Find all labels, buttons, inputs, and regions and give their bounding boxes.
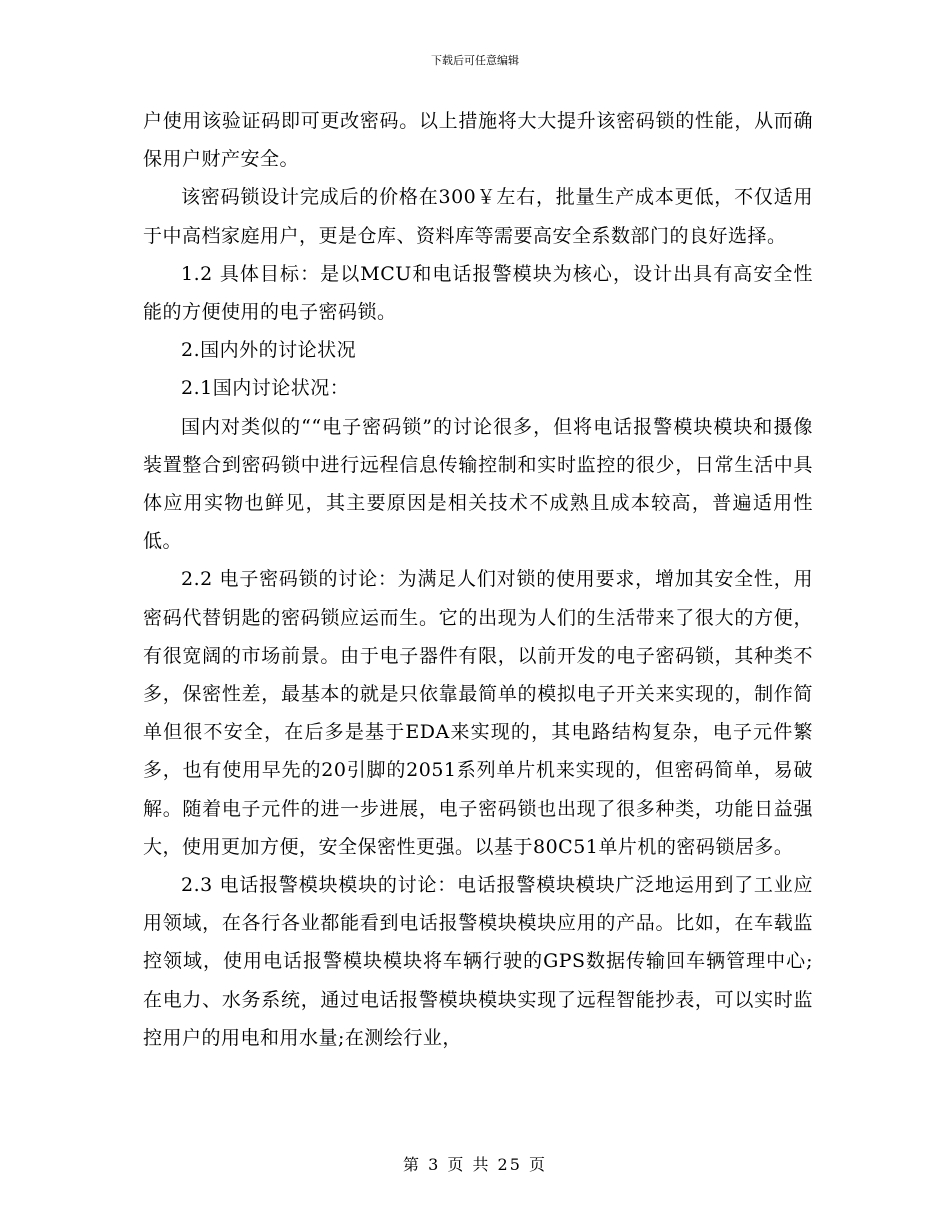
document-body [143, 102, 813, 1057]
paragraph: 2.3 电话报警模块模块的讨论：电话报警模块模块广泛地运用到了工业应用领域，在各行各业都能看到电话报警模块模块应用的产品。比如，在车载监控领域，使用电话报警模块模块将车辆行驶的GPS数据传输回车辆管理中心;在电力、水务系统，通过电话报警模块模块实现了远程智能抄表，可以实时监控用户的用电和用水量;在测绘行业， [143, 874, 813, 1049]
paragraph: 2.2 电子密码锁的讨论：为满足人们对锁的使用要求，增加其安全性，用密码代替钥匙的密码锁应运而生。它的出现为人们的生活带来了很大的方便，有很宽阔的市场前景。由于电子器件有限，以前开发的电子密码锁，其种类不多，保密性差，最基本的就是只依靠最简单的模拟电子开关来实现的，制作简单但很不安全，在后多是基于EDA来实现的，其电路结构复杂，电子元件繁多，也有使用早先的20引脚的2051系列单片机来实现的，但密码简单，易破解。随着电子元件的进一步进展，电子密码锁也出现了很多种类，功能日益强大，使用更加方便，安全保密性更强。以基于80C51单片机的密码锁居多。 [143, 568, 813, 858]
paragraph: 户使用该验证码即可更改密码。以上措施将大大提升该密码锁的性能，从而确保用户财产安全。 [143, 110, 813, 171]
subsection-heading: 2.1国内讨论状况： [181, 377, 350, 400]
page-header: 下载后可任意编辑 [431, 54, 519, 67]
paragraph: 1.2 具体目标：是以MCU和电话报警模块为核心，设计出具有高安全性能的方便使用的电子密码锁。 [143, 262, 813, 324]
paragraph: 国内对类似的““电子密码锁”的讨论很多，但将电话报警模块模块和摄像装置整合到密码锁中进行远程信息传输控制和实时监控的很少，日常生活中具体应用实物也鲜见，其主要原因是相关技术不成熟且成本较高，普遍适用性低。 [143, 415, 813, 553]
page-number: 第 3 页 共 25 页 [403, 1155, 547, 1174]
section-heading: 2.国内外的讨论状况 [181, 339, 357, 362]
paragraph: 该密码锁设计完成后的价格在300￥左右，批量生产成本更低，不仅适用于中高档家庭用户，更是仓库、资料库等需要高安全系数部门的良好选择。 [143, 186, 813, 247]
